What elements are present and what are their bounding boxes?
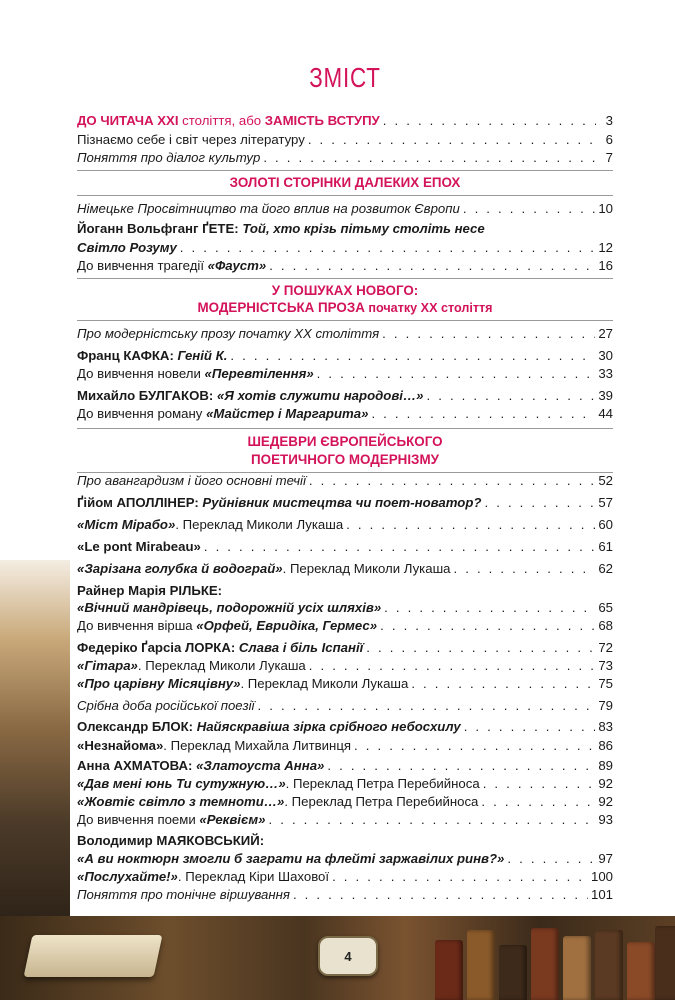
toc-entry[interactable]: «Дав мені юнь Ти сутужную…». Переклад Петра Перебийноса . . . 92 <box>77 774 613 794</box>
toc-entry[interactable]: «Жовтіє світло з темноти…». Переклад Петра Перебийноса . . . 92 <box>77 792 613 812</box>
toc-entry-line[interactable]: Райнер Марія РІЛЬКЕ: <box>77 583 223 598</box>
divider <box>77 320 613 321</box>
toc-entry[interactable]: До вивчення новели «Перевтілення» . . . 33 <box>77 364 613 384</box>
toc-entry[interactable]: «Міст Мірабо». Переклад Миколи Лукаша . . . 60 <box>77 515 613 535</box>
toc-entry[interactable]: До вивчення вірша «Орфей, Евридіка, Гермес» . . . 68 <box>77 616 613 636</box>
toc-entry[interactable]: Анна АХМАТОВА: «Златоуста Анна» . . . 89 <box>77 756 613 776</box>
toc-entry[interactable]: Срібна доба російської поезії . . . 79 <box>77 696 613 716</box>
open-book-illustration <box>24 935 163 977</box>
toc-entry[interactable]: «Вічний мандрівець, подорожній усіх шляхів» . . . 65 <box>77 598 613 618</box>
toc-entry[interactable]: Світло Розуму . . . 12 <box>77 238 613 258</box>
toc-entry-line[interactable]: Йоганн Вольфганг ҐЕТЕ: Той, хто крізь пітьму століть несе <box>77 221 485 236</box>
divider <box>77 170 613 171</box>
toc-entry[interactable]: Про модерністську прозу початку ХХ століття . . . 27 <box>77 324 613 344</box>
toc-entry[interactable]: До вивчення роману «Майстер і Маргарита» . . . 44 <box>77 404 613 424</box>
page-number: 4 <box>318 936 378 976</box>
divider <box>77 278 613 279</box>
section-heading: МОДЕРНІСТСЬКА ПРОЗА початку ХХ століття <box>197 300 493 315</box>
section-heading: ПОЕТИЧНОГО МОДЕРНІЗМУ <box>251 452 439 467</box>
toc-entry[interactable]: Олександр БЛОК: Найяскравіша зірка срібного небосхилу . . . 83 <box>77 717 613 737</box>
divider <box>77 195 613 196</box>
toc-entry[interactable]: Поняття про діалог культур . . . 7 <box>77 148 613 168</box>
books-illustration <box>415 925 675 1000</box>
toc-entry[interactable]: «А ви ноктюрн змогли б заграти на флейті заржавілих ринв?» . . . 97 <box>77 849 613 869</box>
section-heading: У ПОШУКАХ НОВОГО: <box>271 283 419 298</box>
toc-entry[interactable]: «Послухайте!». Переклад Кіри Шахової . . . 100 <box>77 867 613 887</box>
toc-entry[interactable]: «Le pont Mirabeau» . . . 61 <box>77 537 613 557</box>
toc-entry[interactable]: Михайло БУЛГАКОВ: «Я хотів служити народові…» . . . 39 <box>77 386 613 406</box>
toc-entry[interactable]: Федеріко Ґарсіа ЛОРКА: Слава і біль Іспанії . . . 72 <box>77 638 613 658</box>
toc-entry[interactable]: Поняття про тонічне віршування . . . 101 <box>77 885 613 905</box>
toc-entry[interactable]: Пізнаємо себе і світ через літературу . . . 6 <box>77 130 613 150</box>
section-heading: ЗОЛОТІ СТОРІНКИ ДАЛЕКИХ ЕПОХ <box>229 175 461 190</box>
toc-entry[interactable]: До вивчення трагедії «Фауст» . . . 16 <box>77 256 613 276</box>
toc-entry[interactable]: Про авангардизм і його основні течії . . . 52 <box>77 471 613 491</box>
toc-entry[interactable]: До вивчення поеми «Реквієм» . . . 93 <box>77 810 613 830</box>
toc-entry[interactable]: «Зарізана голубка й водограй». Переклад Миколи Лукаша . . . 62 <box>77 559 613 579</box>
toc-entry[interactable]: «Гітара». Переклад Миколи Лукаша . . . 73 <box>77 656 613 676</box>
section-heading: ШЕДЕВРИ ЄВРОПЕЙСЬКОГО <box>247 434 443 449</box>
page-title: ЗМІСТ <box>309 62 381 93</box>
toc-entry-line[interactable]: Володимир МАЯКОВСЬКИЙ: <box>77 833 265 848</box>
toc-entry[interactable]: Німецьке Просвітництво та його вплив на розвиток Європи . . . 10 <box>77 199 613 219</box>
toc-entry[interactable]: ДО ЧИТАЧА ХХІ століття, або ЗАМІСТЬ ВСТУПУ . . . 3 <box>77 111 613 131</box>
toc-entry[interactable]: «Про царівну Місяцівну». Переклад Миколи Лукаша . . . 75 <box>77 674 613 694</box>
toc-entry[interactable]: Ґійом АПОЛЛІНЕР: Руйнівник мистецтва чи поет-новатор? . . . 57 <box>77 493 613 513</box>
toc-entry[interactable]: Франц КАФКА: Геній К. . . . 30 <box>77 346 613 366</box>
toc-entry[interactable]: «Незнайома». Переклад Михайла Литвинця . . . 86 <box>77 736 613 756</box>
divider <box>77 428 613 429</box>
